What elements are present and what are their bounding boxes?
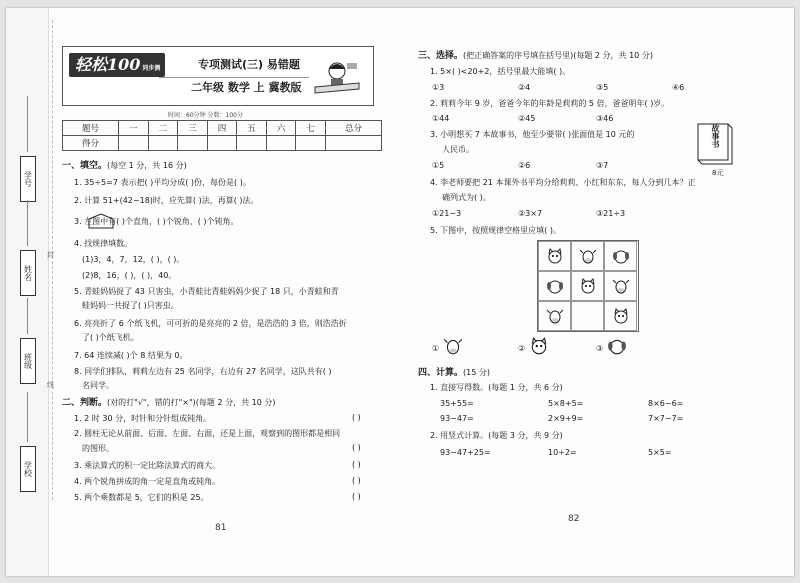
- test-title: 专项测试(三) 易错题: [198, 58, 300, 71]
- score-blank[interactable]: [148, 136, 178, 151]
- option[interactable]: ①21−3: [432, 209, 462, 218]
- name-line: [27, 200, 28, 246]
- question: 5. 青蛙妈妈捉了 43 只害虫，小青蛙比青蛙妈妈少捉了 18 只，小青蛙和青: [74, 287, 339, 296]
- class-line: [27, 298, 28, 334]
- score-table: [62, 120, 382, 151]
- option[interactable]: ③7: [596, 161, 609, 170]
- question: 3. 乘法算式的积一定比除法算式的商大。: [74, 461, 221, 470]
- sub-question: 1. 直接写得数。(每题 1 分，共 6 分): [430, 383, 563, 392]
- calc-item: 8×6−6=: [648, 399, 684, 408]
- option[interactable]: ①5: [432, 161, 445, 170]
- grid-cell-cat: [538, 241, 571, 271]
- answer-paren[interactable]: ( ): [352, 413, 361, 422]
- option[interactable]: ③5: [596, 83, 609, 92]
- brand-name: 轻松: [75, 55, 108, 74]
- score-cell: 七: [296, 121, 326, 136]
- section-calc-heading: 四、计算。(15 分): [418, 368, 490, 378]
- question: 名同学。: [82, 381, 114, 390]
- answer-paren[interactable]: ( ): [352, 476, 361, 485]
- question: 8. 同学们排队，莉莉左边有 25 名同学，右边有 27 名同学，这队共有( ): [74, 367, 332, 376]
- option[interactable]: ①: [432, 344, 440, 353]
- student-cartoon-icon: [311, 59, 363, 99]
- option[interactable]: ②4: [518, 83, 531, 92]
- class-label: 班级: [20, 338, 36, 384]
- grid-cell-blank[interactable]: [571, 301, 604, 331]
- score-blank[interactable]: [296, 136, 326, 151]
- brand-number: 100: [107, 55, 141, 74]
- cow-face-icon: [579, 248, 597, 264]
- section-judge-heading: 二、判断。(对的打"√"，错的打"×")(每题 2 分，共 10 分): [62, 398, 276, 408]
- grid-cell-cow: [538, 301, 571, 331]
- score-blank[interactable]: [118, 136, 148, 151]
- cow-face-icon: [443, 337, 463, 355]
- option[interactable]: ②3×7: [518, 209, 543, 218]
- question: (1)3，4，7，12，( )，( )。: [82, 255, 185, 264]
- calc-item: 2×9+9=: [548, 414, 584, 423]
- cat-face-icon: [612, 308, 630, 324]
- question: 1. 35÷5=7 表示把( )平均分成( )份，每份是( )。: [74, 178, 251, 187]
- page-number-left: 81: [215, 523, 227, 533]
- score-cell: 四: [207, 121, 237, 136]
- page-number-right: 82: [568, 514, 580, 524]
- grid-cell-dog: [538, 271, 571, 301]
- brand-logo: [69, 53, 165, 100]
- option[interactable]: ③46: [596, 114, 614, 123]
- brand-sub: 同步测试卷: [75, 65, 161, 100]
- student-id-line: [27, 96, 28, 152]
- question: 了( )个纸飞机。: [82, 333, 139, 342]
- grid-cell-dog: [604, 241, 637, 271]
- dog-face-icon: [546, 278, 564, 294]
- option[interactable]: ④6: [672, 83, 685, 92]
- question: 1. 2 时 30 分，时针和分针组成钝角。: [74, 414, 212, 423]
- pattern-grid: [537, 240, 639, 332]
- grid-cell-cow: [604, 271, 637, 301]
- score-cell: 题号: [63, 121, 119, 136]
- school-label: 学校: [20, 446, 36, 492]
- score-cell: 总分: [325, 121, 381, 136]
- line-mark: 线: [47, 381, 54, 389]
- calc-item: 93−47=: [440, 414, 474, 423]
- question: 1. 5×( )<20+2，括号里最大能填( )。: [430, 67, 571, 76]
- grid-cell-cat: [571, 271, 604, 301]
- score-blank[interactable]: [325, 136, 381, 151]
- question: 4. 找规律填数。: [74, 239, 133, 248]
- question: 2. 计算 51+(42−18)时，应先算( )法，再算( )法。: [74, 196, 259, 205]
- question: 人民币。: [442, 145, 474, 154]
- option[interactable]: ③: [596, 344, 604, 353]
- dog-face-icon: [607, 337, 627, 355]
- score-blank[interactable]: [237, 136, 267, 151]
- student-id-label: 学号: [20, 156, 36, 202]
- binding-strip: [6, 8, 49, 576]
- option[interactable]: ②45: [518, 114, 536, 123]
- question: (2)8，16，( )，( )，40。: [82, 271, 177, 280]
- option[interactable]: ①3: [432, 83, 445, 92]
- seal-mark: 封: [47, 251, 54, 259]
- question: 6. 亮亮折了 6 个纸飞机，可可折的是亮亮的 2 倍，是浩浩的 3 倍，则浩浩折: [74, 319, 347, 328]
- vertical-calc-item: 93−47+25=: [440, 448, 491, 457]
- calc-item: 7×7−7=: [648, 414, 684, 423]
- school-line: [27, 392, 28, 442]
- score-cell: 三: [178, 121, 208, 136]
- question: 2. 圆柱无论从前面、后面、左面、右面，还是上面，观察到的图形都是相同: [74, 429, 341, 438]
- book-label: 故事书: [711, 124, 720, 148]
- question: 的图形。: [82, 444, 114, 453]
- header-divider: [159, 77, 309, 78]
- vertical-calc-item: 10÷2=: [548, 448, 577, 457]
- answer-paren[interactable]: ( ): [352, 492, 361, 501]
- question: 3. 左图中有( )个直角，( )个锐角，( )个钝角。: [74, 217, 239, 226]
- grid-cell-cat: [604, 301, 637, 331]
- test-subtitle: 二年级 数学 上 冀教版: [191, 81, 302, 94]
- option[interactable]: ②: [518, 344, 526, 353]
- time-score-line: 时间：60分钟 分数：100分: [168, 112, 243, 119]
- score-table-score-row: [63, 136, 382, 151]
- question: 3. 小明想买 7 本故事书，他至少要带( )张面值是 10 元的: [430, 130, 635, 139]
- sub-question: 2. 用竖式计算。(每题 3 分，共 9 分): [430, 431, 563, 440]
- dog-face-icon: [612, 248, 630, 264]
- score-row-label: 得分: [63, 136, 119, 151]
- question: 2. 莉莉今年 9 岁，爸爸今年的年龄是莉莉的 5 倍，爸爸明年( )岁。: [430, 99, 670, 108]
- score-blank[interactable]: [207, 136, 237, 151]
- section-choice-heading: 三、选择。(把正确答案的序号填在括号里)(每题 2 分，共 10 分): [418, 51, 653, 61]
- score-cell: 五: [237, 121, 267, 136]
- score-cell: 六: [266, 121, 296, 136]
- vertical-calc-item: 5×5=: [648, 448, 672, 457]
- book-price: 8元: [712, 169, 724, 177]
- calc-item: 35+55=: [440, 399, 474, 408]
- grid-cell-cow: [571, 241, 604, 271]
- question: 5. 两个乘数都是 5，它们的积是 25。: [74, 493, 209, 502]
- cat-face-icon: [546, 248, 564, 264]
- answer-paren[interactable]: ( ): [352, 443, 361, 452]
- cat-face-icon: [579, 278, 597, 294]
- calc-item: 5×8+5=: [548, 399, 584, 408]
- question: 蛙妈妈一共捉了( )只害虫。: [82, 301, 179, 310]
- cat-face-icon: [529, 337, 549, 355]
- score-table-header-row: [63, 121, 382, 136]
- cut-line: [52, 20, 53, 500]
- question: 4. 两个锐角拼成的角一定是直角或钝角。: [74, 477, 221, 486]
- option[interactable]: ①44: [432, 114, 450, 123]
- cow-face-icon: [546, 308, 564, 324]
- name-label: 姓名: [20, 250, 36, 296]
- section-fill-heading: 一、填空。(每空 1 分，共 16 分): [62, 161, 187, 171]
- question: 5. 下图中，按照规律空格里应填( )。: [430, 226, 561, 235]
- option[interactable]: ②6: [518, 161, 531, 170]
- score-cell: 二: [148, 121, 178, 136]
- answer-paren[interactable]: ( ): [352, 460, 361, 469]
- score-cell: 一: [118, 121, 148, 136]
- score-blank[interactable]: [266, 136, 296, 151]
- question: 确列式为( )。: [442, 193, 491, 202]
- option[interactable]: ③21÷3: [596, 209, 626, 218]
- cow-face-icon: [612, 278, 630, 294]
- test-header: [62, 46, 374, 106]
- question: 4. 李老师要把 21 本课外书平均分给莉莉、小红和东东，每人分到几本？正: [430, 178, 696, 187]
- score-blank[interactable]: [178, 136, 208, 151]
- question: 7. 64 连续减( )个 8 结果为 0。: [74, 351, 188, 360]
